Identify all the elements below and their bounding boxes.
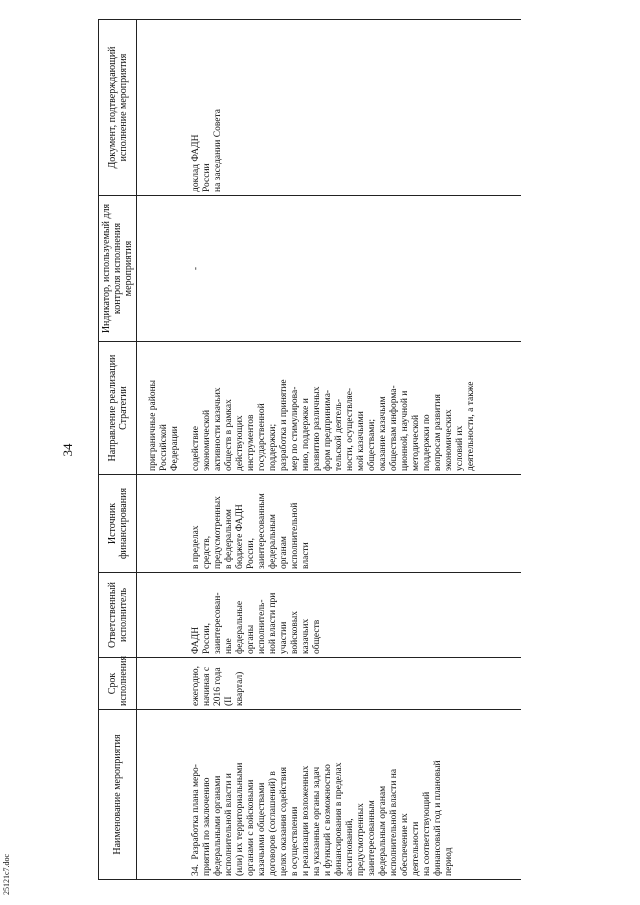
spacer-row — [137, 20, 146, 880]
page-number: 34 — [60, 443, 75, 457]
table-row — [188, 20, 521, 880]
header-term: Срок исполнения — [99, 658, 137, 710]
row-term: ежегодно, начиная с 2016 года (II квартал) — [188, 658, 521, 710]
row-source: в пределах средств, предусмотренных в федеральном бюджете ФАДН России, заинтересованным федеральным органам исполнительной власти — [188, 475, 521, 573]
header-responsible: Ответственный исполнитель — [99, 573, 137, 658]
row-responsible: ФАДН России, заинтересован- ные федеральные органы исполнитель- ной власти при участии войсковых казачьих обществ — [188, 573, 521, 658]
continuation-row — [145, 20, 188, 880]
header-source: Источник финансирования — [99, 475, 137, 573]
header-document: Документ, подтверждающий исполнение мероприятия — [99, 20, 137, 196]
activities-table — [98, 19, 521, 880]
header-direction: Направление реализации Стратегии — [99, 342, 137, 475]
row-indicator: - — [188, 196, 521, 342]
row-name: Разработка плана меро- приятий по заключению федеральными органами исполнительной власти и (или) их территориальными органами с войсковыми казачьими обществами договоров (соглашений) в целях оказания содействия в осуществлении и реализации возложенных на указанные органы задач и функций с возможностью финансирования в пределах ассигнований, предусмотренных заинтересованным федеральным органам исполнительной власти на обеспечение их деятельности на соответствующий финансовый год и плановый период — [191, 760, 454, 876]
row-number: 34. — [191, 864, 201, 876]
continuation-direction: приграничные районы Российской Федерации — [145, 342, 188, 475]
row-name-cell — [188, 710, 521, 880]
rotated-page — [60, 20, 620, 880]
table-header-row — [99, 20, 137, 880]
row-direction: содействие экономической активности казачьих обществ в рамках действующих инструментов государственной поддержки; разработка и принятие мер по стимулирова- нию, поддержке и развитию различных форм предпринима- тельской деятель- ности, осуществляе- мой казачьими обществами; оказание казачьим обществам информа- ционной, научной и методической поддержки по вопросам развития экономических условий их деятельности, а также — [188, 342, 521, 475]
header-name: Наименование мероприятия — [99, 710, 137, 880]
header-indicator: Индикатор, используемый для контроля исполнения мероприятия — [99, 196, 137, 342]
row-document: доклад ФАДН России на заседании Совета — [188, 20, 521, 196]
document-footer: 25121c7.doc — [2, 853, 11, 895]
